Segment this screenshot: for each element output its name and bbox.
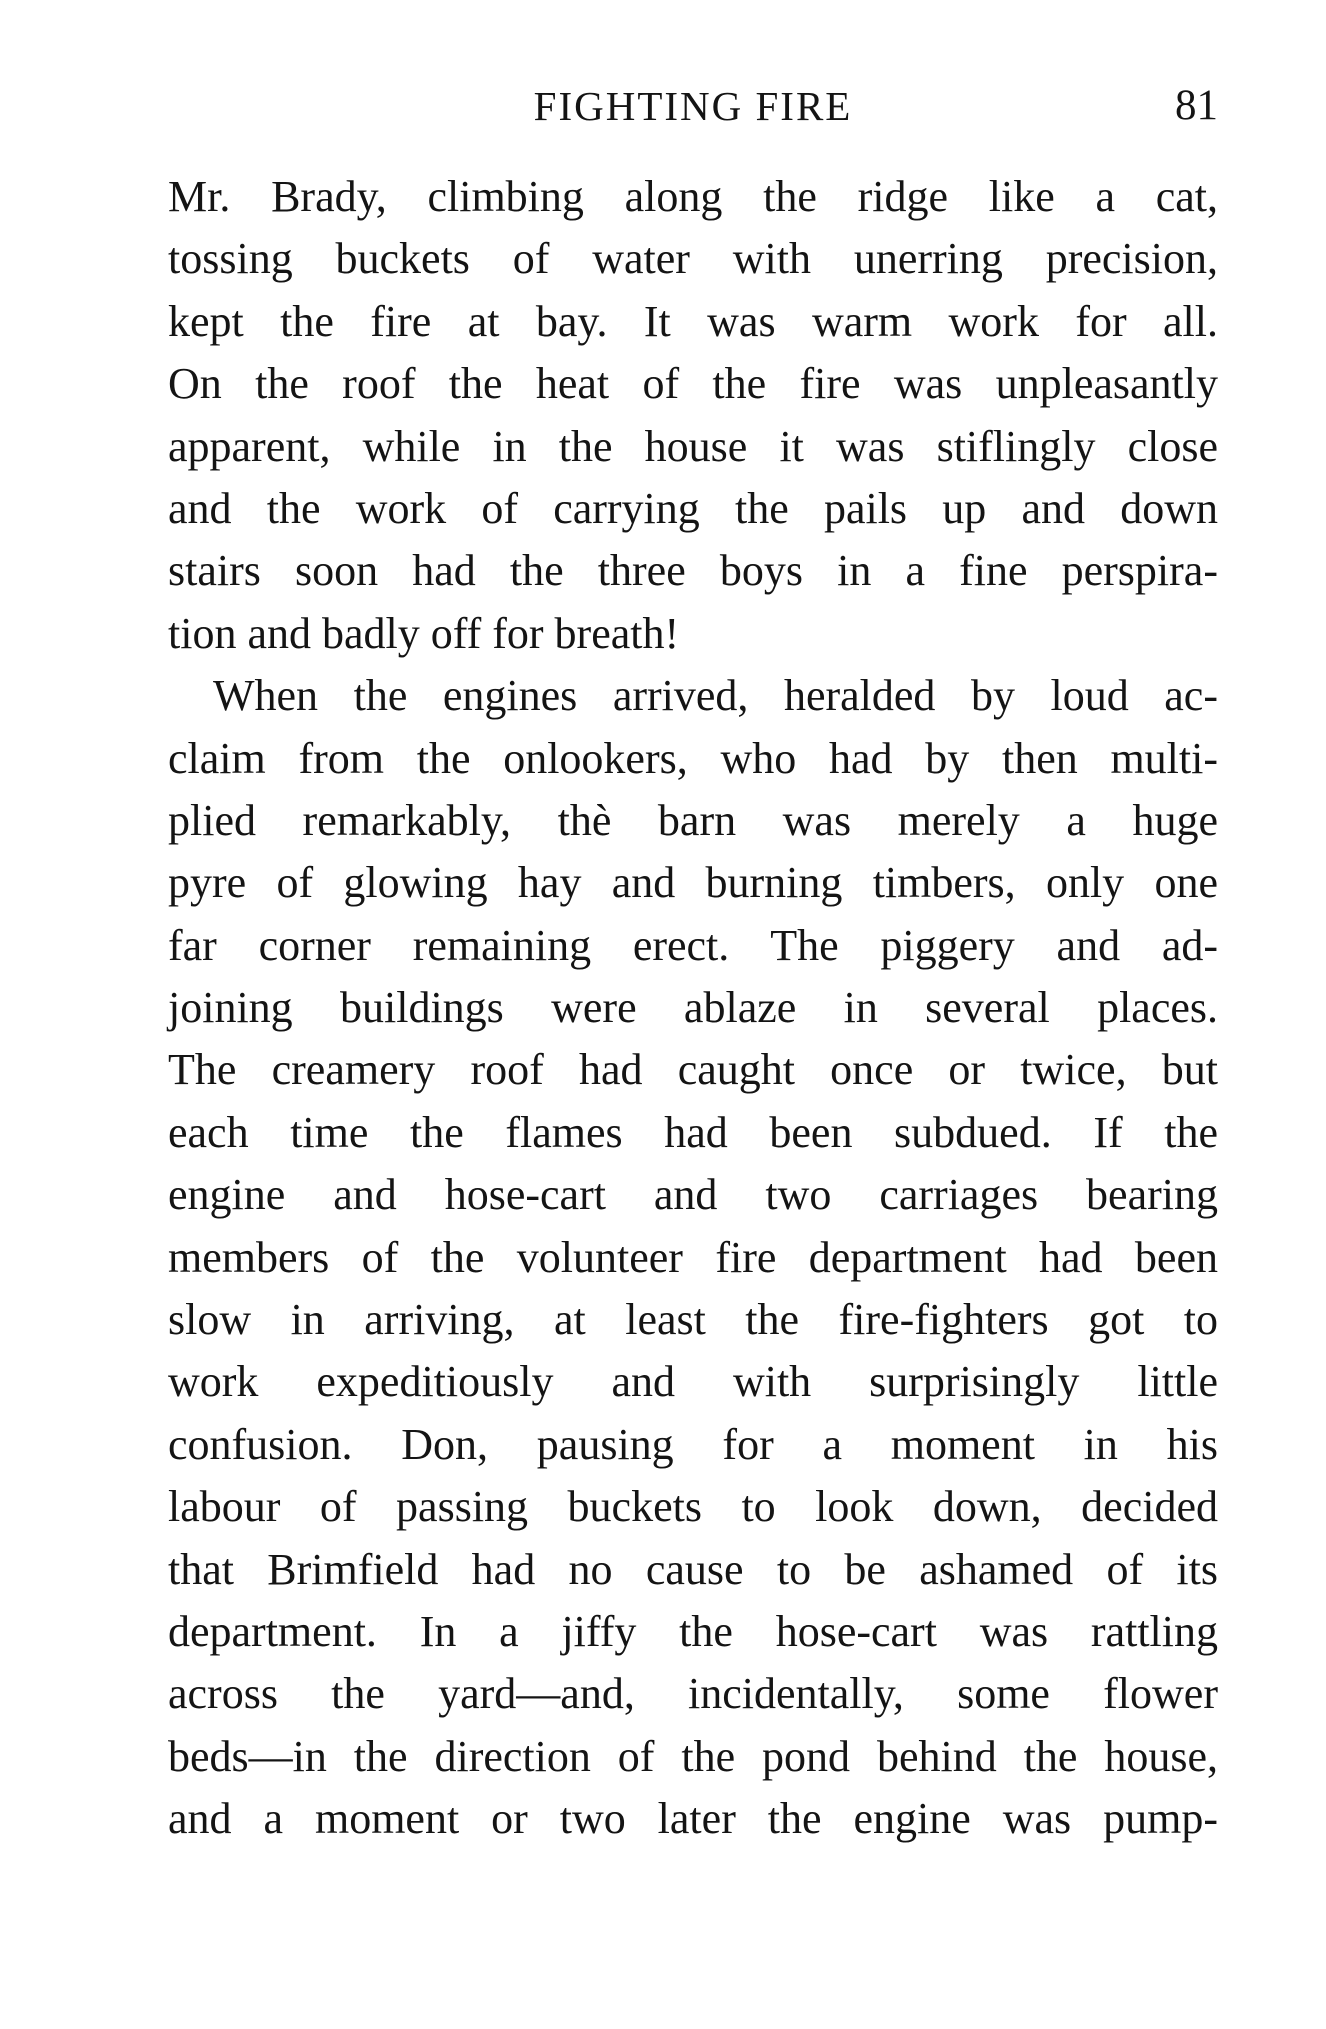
chapter-title: FIGHTING FIRE: [533, 83, 853, 129]
text-line: claim from the onlookers, who had by then multi-: [168, 733, 1218, 783]
text-line: tossing buckets of water with unerring precision,: [168, 234, 1218, 284]
text-line: pyre of glowing hay and burning timbers, only one: [168, 858, 1218, 908]
text-line: plied remarkably, thè barn was merely a huge: [168, 795, 1218, 845]
text-line: On the roof the heat of the fire was unpleasantly: [168, 359, 1218, 409]
text-line: kept the fire at bay. It was warm work for all.: [168, 296, 1218, 346]
text-line: stairs soon had the three boys in a fine perspira-: [168, 546, 1218, 596]
text-line: When the engines arrived, heralded by loud ac-: [213, 671, 1218, 721]
page-number: 81: [1175, 82, 1218, 129]
text-line: and a moment or two later the engine was pump-: [168, 1794, 1218, 1844]
text-line: department. In a jiffy the hose-cart was rattling: [168, 1606, 1218, 1656]
text-line: beds—in the direction of the pond behind the house,: [168, 1731, 1218, 1781]
text-line: apparent, while in the house it was stiflingly close: [168, 421, 1218, 471]
text-line: The creamery roof had caught once or twice, but: [168, 1045, 1218, 1095]
text-line: engine and hose-cart and two carriages bearing: [168, 1170, 1218, 1220]
text-line: members of the volunteer fire department had been: [168, 1232, 1218, 1282]
running-head: [168, 78, 1218, 134]
text-line: joining buildings were ablaze in several places.: [168, 983, 1218, 1033]
text-line: confusion. Don, pausing for a moment in his: [168, 1419, 1218, 1469]
text-line: labour of passing buckets to look down, decided: [168, 1482, 1218, 1532]
text-line: across the yard—and, incidentally, some flower: [168, 1669, 1218, 1719]
text-line: each time the flames had been subdued. If the: [168, 1107, 1218, 1157]
text-line: that Brimfield had no cause to be ashamed of its: [168, 1544, 1218, 1594]
text-line: far corner remaining erect. The piggery and ad-: [168, 920, 1218, 970]
text-line: tion and badly off for breath!: [168, 608, 680, 658]
text-line: slow in arriving, at least the fire-fighters got to: [168, 1295, 1218, 1345]
text-line: and the work of carrying the pails up and down: [168, 483, 1218, 533]
text-line: work expeditiously and with surprisingly little: [168, 1357, 1218, 1407]
text-line: Mr. Brady, climbing along the ridge like a cat,: [168, 172, 1218, 221]
body-text: [168, 166, 1218, 1851]
